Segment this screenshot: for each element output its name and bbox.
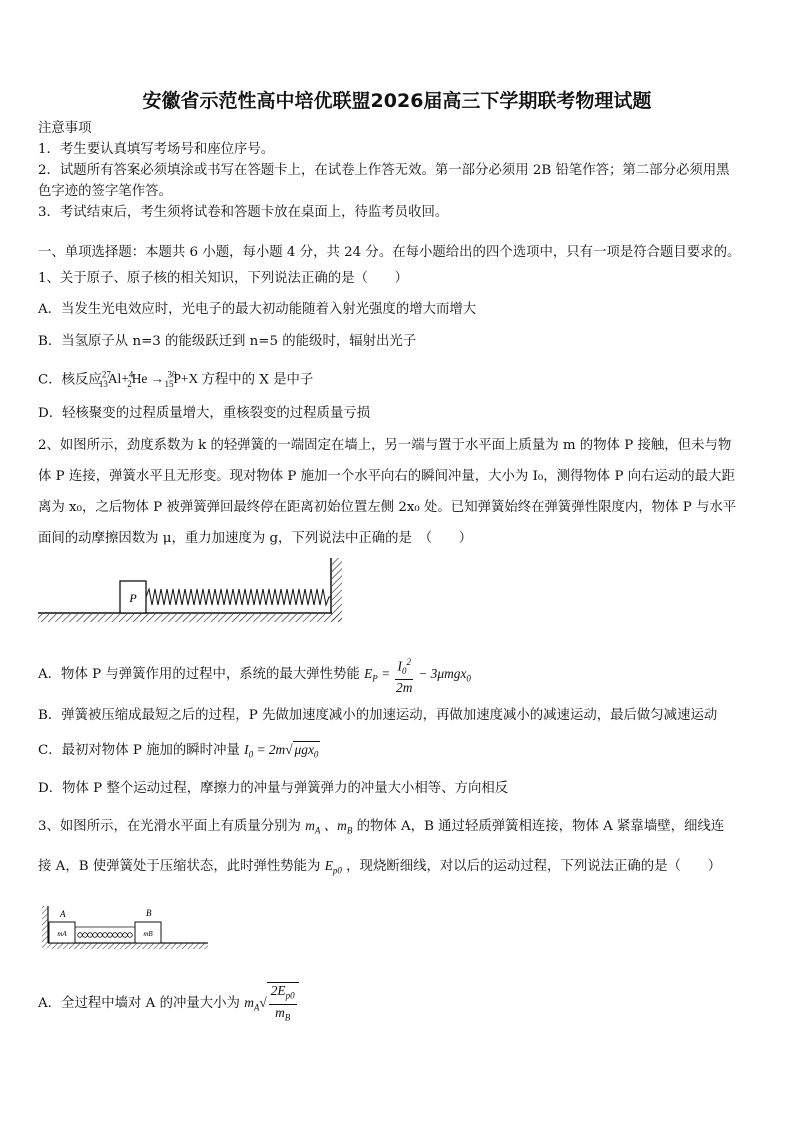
q3-stem-line-2-suffix: ，现烧断细线，对以后的运动过程，下列说法正确的是（ ） [346,859,722,874]
q3-spring-diagram [40,904,210,954]
q3-mass-symbols: $m_A$ 、$m_B$ [305,818,353,836]
q3-stem-line-1-prefix: 3、如图所示，在光滑水平面上有质量分别为 [38,819,301,834]
section-heading: 一、单项选择题：本题共 6 小题，每小题 4 分，共 24 分。在每小题给出的四个选项中，只有一项是符合题目要求的。 [38,245,741,260]
q2-option-a-formula: $E_P$ = $\frac{I_0^2}{2m}$ − 3μmgx$_0$ [364,657,471,696]
q1-option-c [38,366,313,393]
q2-option-a-prefix: A．物体 P 与弹簧作用的过程中，系统的最大弹性势能 [38,667,360,683]
q2-option-c-formula: $I_0 = 2m√$ μgx$_0$ [244,742,320,757]
q2-option-b: B．弹簧被压缩成最短之后的过程，P 先做加速度减小的加速运动，再做加速度减小的减速运动，最后做匀减速运动 [38,708,718,723]
q2-option-a [38,655,471,695]
notice-item-2-cont: 色字迹的签字笔作答。 [38,184,172,199]
q1-option-a: A．当发生光电效应时，光电子的最大初动能随着入射光强度的增大而增大 [38,302,477,317]
q3-option-a [38,982,299,1027]
q2-spring-diagram [36,556,346,628]
q3-stem-line-2-prefix: 接 A，B 使弹簧处于压缩状态，此时弹性势能为 [38,859,321,874]
q2-stem-line-4: 面间的动摩擦因数为 μ，重力加速度为 g，下列说法中正确的是 （ ） [38,531,473,546]
q3-option-a-formula: $m_A√$ $\frac{2E_{p0}}{m_B}$ [244,995,298,1010]
q2-stem-line-3: 离为 x₀，之后物体 P 被弹簧弹回最终停在距离初始位置左侧 2x₀ 处。已知弹簧始终在弹簧弹性限度内，物体 P 与水平 [38,500,737,515]
q3-label-a: A [60,909,66,919]
q2-stem-line-2: 体 P 连接，弹簧水平且无形变。现对物体 P 施加一个水平向右的瞬间冲量，大小为 I₀，测得物体 P 向右运动的最大距 [38,469,735,484]
notice-item-3: 3．考试结束后，考生须将试卷和答题卡放在桌面上，待监考员收回。 [38,205,449,220]
notice-heading: 注意事项 [38,121,92,136]
q3-mass-b: mB [143,930,153,938]
q3-stem-line-1-suffix: 的物体 A，B 通过轻质弹簧相连接，物体 A 紧靠墙壁，细线连 [356,819,725,834]
q3-label-b: B [146,908,152,918]
q2-ground [38,614,342,622]
q1-option-d: D．轻核聚变的过程质量增大，重核裂变的过程质量亏损 [38,406,371,421]
q3-mass-a: mA [57,930,67,938]
q1-option-c-prefix: C．核反应 [38,372,102,388]
q3-option-a-prefix: A．全过程中墙对 A 的冲量大小为 [38,995,240,1011]
q2-option-c-prefix: C．最初对物体 P 施加的瞬时冲量 [38,743,240,758]
q2-wall [332,558,342,622]
q3-stem-line-1 [38,817,724,840]
q2-stem-line-1: 2、如图所示，劲度系数为 k 的轻弹簧的一端固定在墙上，另一端与置于水平面上质量为 m 的物体 P 接触，但未与物 [38,438,732,453]
q1-option-b: B．当氢原子从 n=3 的能级跃迁到 n=5 的能级时，辐射出光子 [38,334,417,349]
notice-item-1: 1．考生要认真填写考场号和座位序号。 [38,142,275,157]
q3-stem-line-2 [38,857,721,880]
q1-nuclear-equation: $^{27}_{13}$Al+$^4_2$He → $^{30}_{15}$P+X [98,370,202,390]
q1-stem: 1、关于原子、原子核的相关知识，下列说法正确的是（ ） [38,271,409,286]
q3-ground [48,943,208,949]
page-title: 安徽省示范性高中培优联盟2026届高三下学期联考物理试题 [142,90,652,112]
notice-item-2: 2．试题所有答案必须填涂或书写在答题卡上，在试卷上作答无效。第一部分必须用 2B 铅笔作答；第二部分必须用黑 [38,163,730,178]
q3-spring [78,933,133,938]
q2-spring [146,589,331,605]
q2-option-c [38,741,320,764]
q3-wall [42,906,48,948]
q1-option-c-suffix: 方程中的 X 是中子 [201,372,314,388]
q2-block-label: P [129,591,137,605]
q3-energy-symbol: $E_{p0}$ [324,858,342,876]
q2-option-d: D．物体 P 整个运动过程，摩擦力的冲量与弹簧弹力的冲量大小相等、方向相反 [38,781,509,796]
